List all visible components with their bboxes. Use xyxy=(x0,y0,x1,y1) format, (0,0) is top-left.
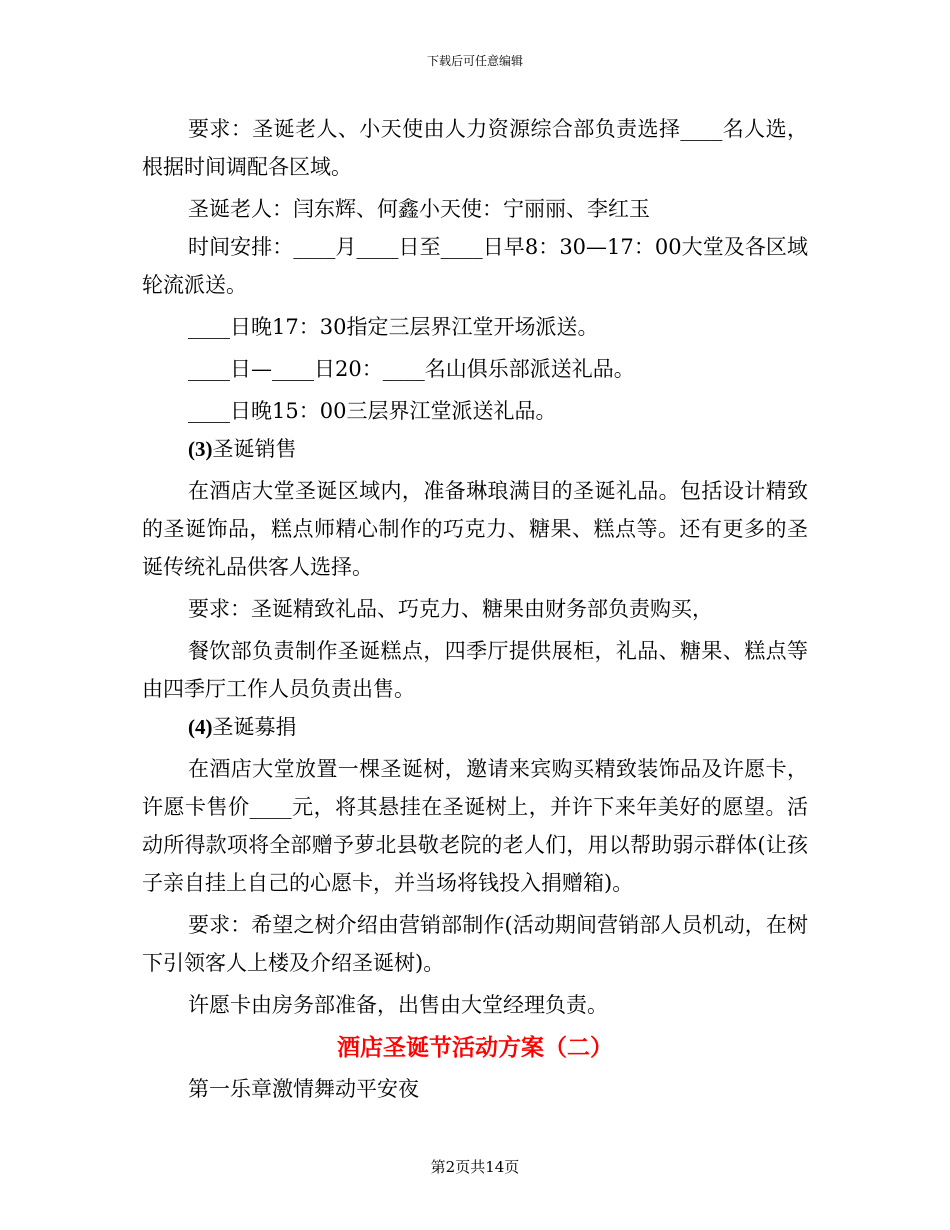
paragraph-schedule-hall: ____日晚15：00三层界江堂派送礼品。 xyxy=(188,399,557,423)
heading-number: (3) xyxy=(188,437,213,461)
section-heading-christmas-donation xyxy=(142,708,808,746)
heading-text: 圣诞销售 xyxy=(212,437,297,461)
heading-number: (4) xyxy=(188,715,213,739)
heading-text: 圣诞募捐 xyxy=(212,715,297,739)
paragraph-donation-requirement: 要求：希望之树介绍由营销部制作(活动期间营销部人员机动，在树下引领客人上楼及介绍圣诞树)。 xyxy=(142,913,808,975)
paragraph-sales-catering: 餐饮部负责制作圣诞糕点，四季厅提供展柜，礼品、糖果、糕点等由四季厅工作人员负责出售。 xyxy=(142,639,808,701)
paragraph-first-movement: 第一乐章激情舞动平安夜 xyxy=(188,1077,419,1101)
paragraph-santa-names: 圣诞老人：闫东辉、何鑫小天使：宁丽丽、李红玉 xyxy=(188,197,650,221)
paragraph-schedule: 时间安排：____月____日至____日早8：30—17：00大堂及各区域轮流派送。 xyxy=(142,235,808,297)
paragraph-donation-description: 在酒店大堂放置一棵圣诞树，邀请来宾购买精致装饰品及许愿卡，许愿卡售价____元，将其悬挂在圣诞树上，并许下来年美好的愿望。活动所得款项将全部赠予萝北县敬老院的老人们，用以帮助弱示群体(让孩子亲自挂上自己的心愿卡，并当场将钱投入捐赠箱)。 xyxy=(142,757,808,895)
paragraph-requirement-santa: 要求：圣诞老人、小天使由人力资源综合部负责选择____名人选，根据时间调配各区域。 xyxy=(142,117,808,179)
section-title: 酒店圣诞节活动方案（二） xyxy=(337,1034,613,1061)
section-heading-christmas-sales xyxy=(142,430,808,468)
document-body xyxy=(142,110,808,1108)
paragraph-sales-description: 在酒店大堂圣诞区域内，准备琳琅满目的圣诞礼品。包括设计精致的圣诞饰品，糕点师精心制作的巧克力、糖果、糕点等。还有更多的圣诞传统礼品供客人选择。 xyxy=(142,479,808,579)
paragraph-sales-requirement: 要求：圣诞精致礼品、巧克力、糖果由财务部负责购买， xyxy=(188,597,713,621)
page-number: 第2页共14页 xyxy=(430,1158,520,1176)
paragraph-wish-card: 许愿卡由房务部准备，出售由大堂经理负责。 xyxy=(188,993,608,1017)
paragraph-schedule-evening: ____日晚17：30指定三层界江堂开场派送。 xyxy=(188,315,599,339)
paragraph-schedule-club: ____日—____日20：____名山俱乐部派送礼品。 xyxy=(188,357,635,381)
header-note: 下载后可任意编辑 xyxy=(426,54,523,68)
